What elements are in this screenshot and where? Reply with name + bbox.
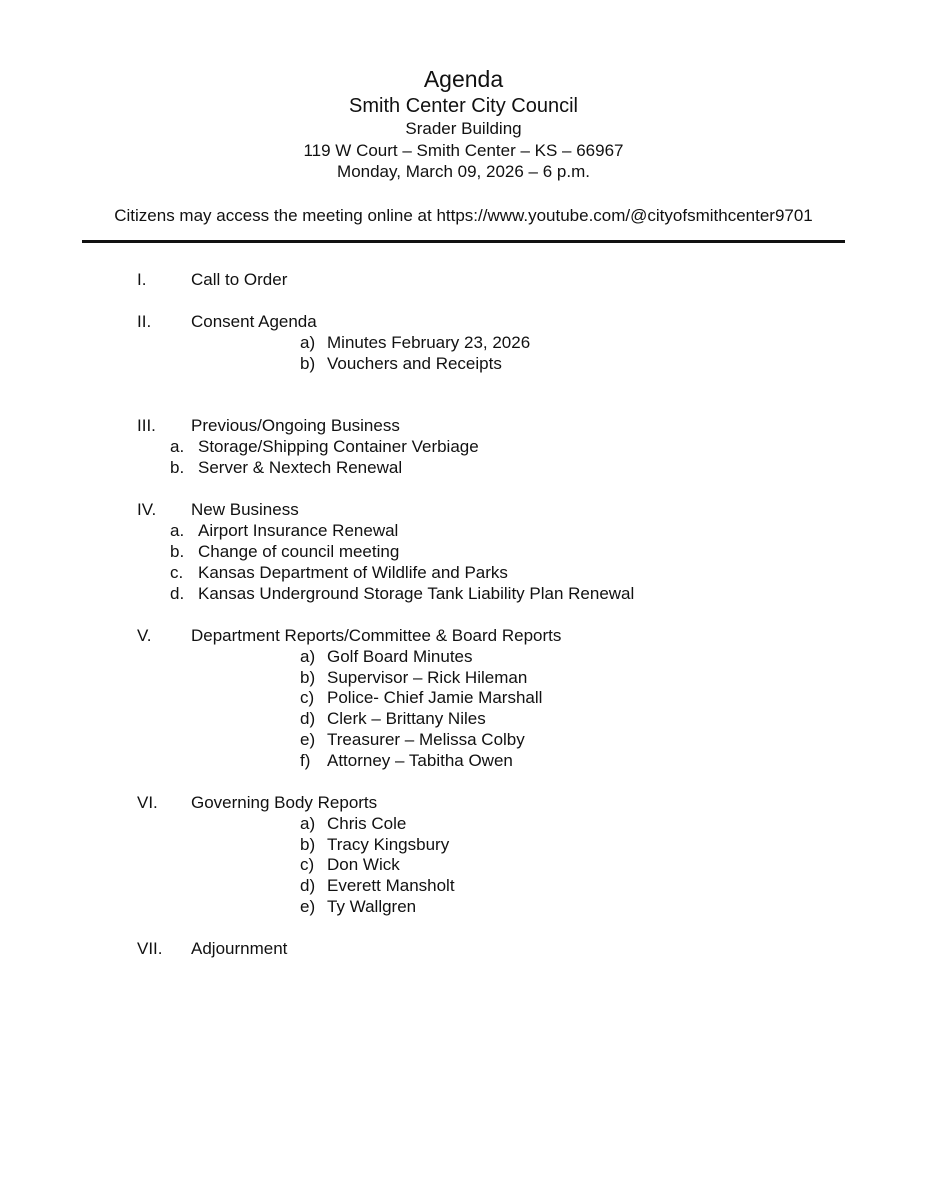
section-number: I. bbox=[137, 270, 147, 289]
agenda-item bbox=[300, 815, 406, 832]
item-marker: f) bbox=[300, 751, 311, 770]
item-marker: c) bbox=[300, 855, 315, 874]
item-marker: b) bbox=[300, 354, 316, 373]
section-number: VII. bbox=[137, 939, 163, 958]
item-text: Change of council meeting bbox=[198, 542, 400, 561]
item-text: Golf Board Minutes bbox=[327, 647, 473, 666]
item-marker: c) bbox=[300, 688, 315, 707]
section-title: Department Reports/Committee & Board Reports bbox=[191, 626, 562, 645]
agenda-item bbox=[300, 689, 542, 706]
item-text: Treasurer – Melissa Colby bbox=[327, 730, 525, 749]
item-text: Vouchers and Receipts bbox=[327, 354, 502, 373]
agenda-item bbox=[300, 877, 455, 894]
item-marker: c. bbox=[170, 563, 184, 582]
agenda-item bbox=[170, 522, 398, 539]
item-marker: b) bbox=[300, 835, 316, 854]
section-number: II. bbox=[137, 312, 152, 331]
section-title: Call to Order bbox=[191, 270, 288, 289]
agenda-item bbox=[300, 752, 513, 769]
section-title: Consent Agenda bbox=[191, 312, 317, 331]
item-text: Tracy Kingsbury bbox=[327, 835, 450, 854]
section-title: Adjournment bbox=[191, 939, 288, 958]
agenda-item bbox=[300, 731, 525, 748]
agenda-item bbox=[300, 836, 449, 853]
item-marker: a. bbox=[170, 437, 185, 456]
item-marker: a) bbox=[300, 333, 316, 352]
agenda-item bbox=[300, 898, 416, 915]
item-marker: d. bbox=[170, 584, 185, 603]
item-text: Kansas Underground Storage Tank Liability Plan Renewal bbox=[198, 584, 635, 603]
building-name: Srader Building bbox=[405, 119, 522, 138]
agenda-item bbox=[300, 856, 400, 873]
agenda-item bbox=[300, 710, 486, 727]
item-marker: d) bbox=[300, 709, 316, 728]
item-text: Chris Cole bbox=[327, 814, 407, 833]
agenda-title: Agenda bbox=[423, 66, 504, 92]
agenda-item bbox=[300, 355, 502, 372]
item-text: Server & Nextech Renewal bbox=[198, 458, 403, 477]
section-title: Governing Body Reports bbox=[191, 793, 378, 812]
agenda-item bbox=[300, 669, 527, 686]
item-text: Minutes February 23, 2026 bbox=[327, 333, 531, 352]
item-text: Clerk – Brittany Niles bbox=[327, 709, 486, 728]
council-name: Smith Center City Council bbox=[349, 95, 578, 117]
item-text: Don Wick bbox=[327, 855, 400, 874]
meeting-datetime: Monday, March 09, 2026 – 6 p.m. bbox=[337, 162, 590, 181]
item-text: Storage/Shipping Container Verbiage bbox=[198, 437, 479, 456]
agenda-item bbox=[170, 438, 479, 455]
section-number: III. bbox=[137, 416, 156, 435]
item-marker: e) bbox=[300, 730, 316, 749]
online-access-notice: Citizens may access the meeting online at https://www.youtube.com/@cityofsmithcenter9701 bbox=[114, 206, 813, 225]
header-divider bbox=[82, 240, 845, 243]
item-text: Attorney – Tabitha Owen bbox=[327, 751, 513, 770]
item-marker: e) bbox=[300, 897, 316, 916]
item-text: Supervisor – Rick Hileman bbox=[327, 668, 528, 687]
agenda-item bbox=[170, 459, 402, 476]
section-title: Previous/Ongoing Business bbox=[191, 416, 400, 435]
item-marker: d) bbox=[300, 876, 316, 895]
section-number: IV. bbox=[137, 500, 157, 519]
item-text: Everett Mansholt bbox=[327, 876, 455, 895]
item-marker: a) bbox=[300, 647, 316, 666]
section-number: VI. bbox=[137, 793, 158, 812]
address-line: 119 W Court – Smith Center – KS – 66967 bbox=[303, 141, 624, 160]
item-text: Kansas Department of Wildlife and Parks bbox=[198, 563, 508, 582]
item-text: Police- Chief Jamie Marshall bbox=[327, 688, 543, 707]
agenda-item bbox=[170, 543, 399, 560]
item-marker: a. bbox=[170, 521, 185, 540]
item-marker: b. bbox=[170, 458, 185, 477]
item-marker: b. bbox=[170, 542, 185, 561]
item-marker: a) bbox=[300, 814, 316, 833]
section-title: New Business bbox=[191, 500, 299, 519]
item-text: Airport Insurance Renewal bbox=[198, 521, 399, 540]
item-text: Ty Wallgren bbox=[327, 897, 417, 916]
item-marker: b) bbox=[300, 668, 316, 687]
agenda-item bbox=[300, 648, 473, 665]
agenda-item bbox=[170, 585, 634, 602]
section-number: V. bbox=[137, 626, 152, 645]
agenda-item bbox=[170, 564, 508, 581]
agenda-item bbox=[300, 334, 530, 351]
